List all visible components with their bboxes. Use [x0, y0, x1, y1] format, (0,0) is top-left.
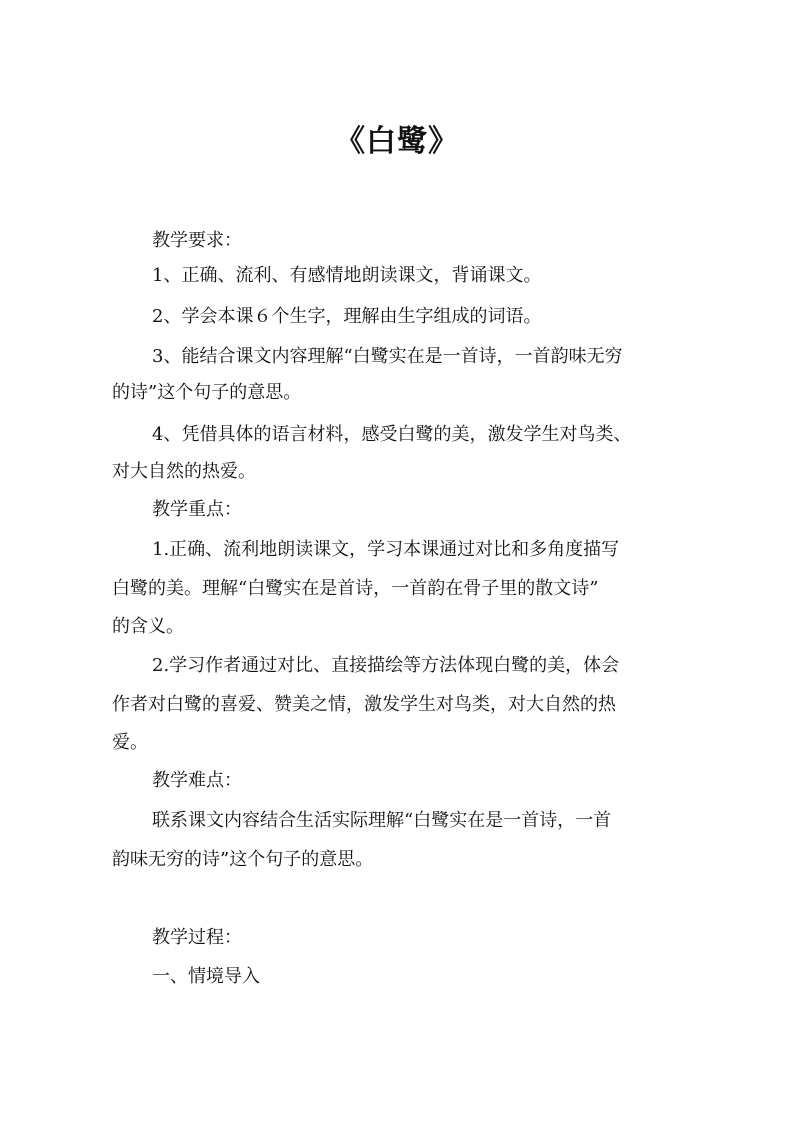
key-point-2-line-2: 作者对白鹭的喜爱、赞美之情，激发学生对鸟类，对大自然的热: [112, 694, 616, 715]
difficulty-line-1: 联系课文内容结合生活实际理解“白鹭实在是一首诗，一首: [152, 810, 612, 831]
key-point-1-line-1: 1.正确、流利地朗读课文，学习本课通过对比和多角度描写: [152, 539, 620, 560]
requirement-1: 1、正确、流利、有感情地朗读课文，背诵课文。: [152, 265, 542, 286]
section-heading-key-points: 教学重点：: [152, 499, 242, 520]
key-point-2-line-3: 爱。: [112, 732, 148, 753]
section-heading-difficulties: 教学难点：: [152, 770, 242, 791]
requirement-4-line-2: 对大自然的热爱。: [112, 461, 256, 482]
key-point-2-line-1: 2.学习作者通过对比、直接描绘等方法体现白鹭的美，体会: [152, 655, 620, 676]
key-point-1-line-2: 白鹭的美。理解“白鹭实在是首诗，一首韵在骨子里的散文诗”: [112, 578, 599, 599]
section-heading-process: 教学过程：: [152, 927, 242, 948]
requirement-3-line-1: 3、能结合课文内容理解“白鹭实在是一首诗，一首韵味无穷: [152, 346, 623, 367]
process-step-1: 一、情境导入: [152, 966, 260, 987]
requirement-4-line-1: 4、凭借具体的语言材料，感受白鹭的美，激发学生对鸟类、: [152, 424, 632, 445]
document-title: 《白鹭》: [335, 124, 459, 159]
section-heading-requirements: 教学要求：: [152, 230, 242, 251]
difficulty-line-2: 韵味无穷的诗”这个句子的意思。: [112, 849, 374, 870]
requirement-2: 2、学会本课６个生字，理解由生字组成的词语。: [152, 306, 542, 327]
key-point-1-line-3: 的含义。: [112, 616, 184, 637]
requirement-3-line-2: 的诗”这个句子的意思。: [112, 382, 302, 403]
